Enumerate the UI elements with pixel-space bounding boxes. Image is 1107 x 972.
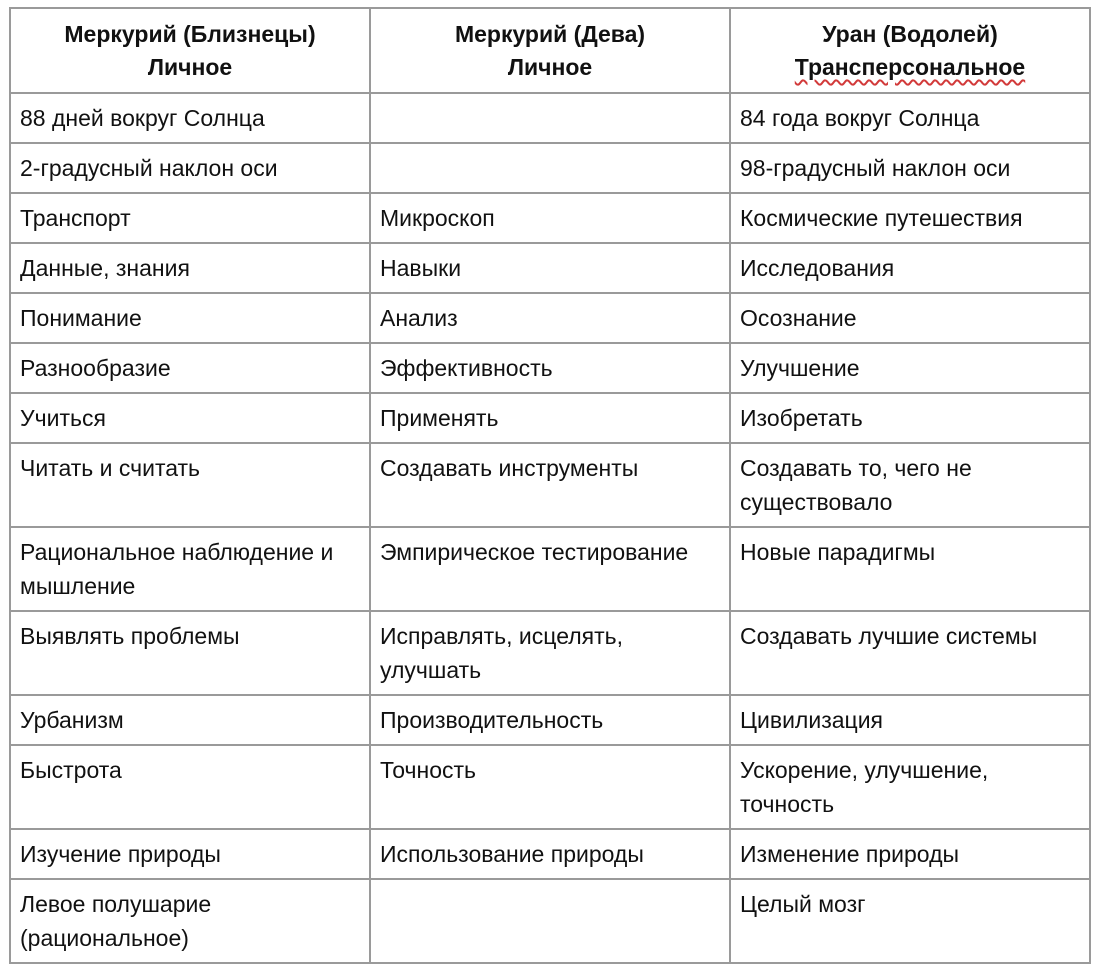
table-cell: Применять	[370, 393, 730, 443]
table-cell: Цивилизация	[730, 695, 1090, 745]
table-cell: Разнообразие	[10, 343, 370, 393]
table-cell: Изобретать	[730, 393, 1090, 443]
table-cell: Изучение природы	[10, 829, 370, 879]
table-cell: Исправлять, исцелять, улучшать	[370, 611, 730, 695]
table-cell: Использование природы	[370, 829, 730, 879]
table-cell: Улучшение	[730, 343, 1090, 393]
table-cell: Урбанизм	[10, 695, 370, 745]
table-cell: Левое полушарие (рациональное)	[10, 879, 370, 963]
header-title: Меркурий (Близнецы)	[64, 21, 316, 47]
table-cell	[370, 143, 730, 193]
table-cell: Выявлять проблемы	[10, 611, 370, 695]
header-subtitle: Трансперсональное	[794, 54, 1026, 80]
table-row	[10, 243, 1090, 293]
table-row	[10, 611, 1090, 695]
table-cell	[370, 93, 730, 143]
table-row	[10, 393, 1090, 443]
table-row	[10, 193, 1090, 243]
header-title: Уран (Водолей)	[822, 21, 998, 47]
table-cell: Производительность	[370, 695, 730, 745]
table-cell: Изменение природы	[730, 829, 1090, 879]
table-cell: Космические путешествия	[730, 193, 1090, 243]
table-cell: 98-градусный наклон оси	[730, 143, 1090, 193]
table-row	[10, 879, 1090, 963]
table-cell	[370, 879, 730, 963]
table-cell: Данные, знания	[10, 243, 370, 293]
table-cell: Ускорение, улучшение, точность	[730, 745, 1090, 829]
header-subtitle: Личное	[507, 54, 593, 80]
table-row	[10, 343, 1090, 393]
table-cell: 2-градусный наклон оси	[10, 143, 370, 193]
header-mercury-gemini	[10, 8, 370, 93]
table-cell: Исследования	[730, 243, 1090, 293]
header-mercury-virgo	[370, 8, 730, 93]
table-row	[10, 745, 1090, 829]
table-cell: Эффективность	[370, 343, 730, 393]
table-header-row	[10, 8, 1090, 93]
table-cell: Новые парадигмы	[730, 527, 1090, 611]
table-cell: Быстрота	[10, 745, 370, 829]
table-cell: Учиться	[10, 393, 370, 443]
table-row	[10, 695, 1090, 745]
table-row	[10, 143, 1090, 193]
table-cell: Транспорт	[10, 193, 370, 243]
table-cell: Анализ	[370, 293, 730, 343]
table-cell: Рациональное наблюдение и мышление	[10, 527, 370, 611]
table-cell: Создавать то, чего не существовало	[730, 443, 1090, 527]
table-cell: Читать и считать	[10, 443, 370, 527]
header-title: Меркурий (Дева)	[454, 21, 646, 47]
header-uranus-aquarius	[730, 8, 1090, 93]
table-cell: Осознание	[730, 293, 1090, 343]
table-cell: Эмпирическое тестирование	[370, 527, 730, 611]
table-cell: Целый мозг	[730, 879, 1090, 963]
table-row	[10, 443, 1090, 527]
table-row	[10, 93, 1090, 143]
table-cell: 88 дней вокруг Солнца	[10, 93, 370, 143]
table-cell: Микроскоп	[370, 193, 730, 243]
table-row	[10, 527, 1090, 611]
table-row	[10, 293, 1090, 343]
table-cell: Навыки	[370, 243, 730, 293]
table-cell: Создавать лучшие системы	[730, 611, 1090, 695]
table-cell: Создавать инструменты	[370, 443, 730, 527]
table-row	[10, 829, 1090, 879]
comparison-table	[9, 7, 1091, 964]
table-cell: Точность	[370, 745, 730, 829]
table-cell: 84 года вокруг Солнца	[730, 93, 1090, 143]
table-cell: Понимание	[10, 293, 370, 343]
header-subtitle: Личное	[147, 54, 233, 80]
